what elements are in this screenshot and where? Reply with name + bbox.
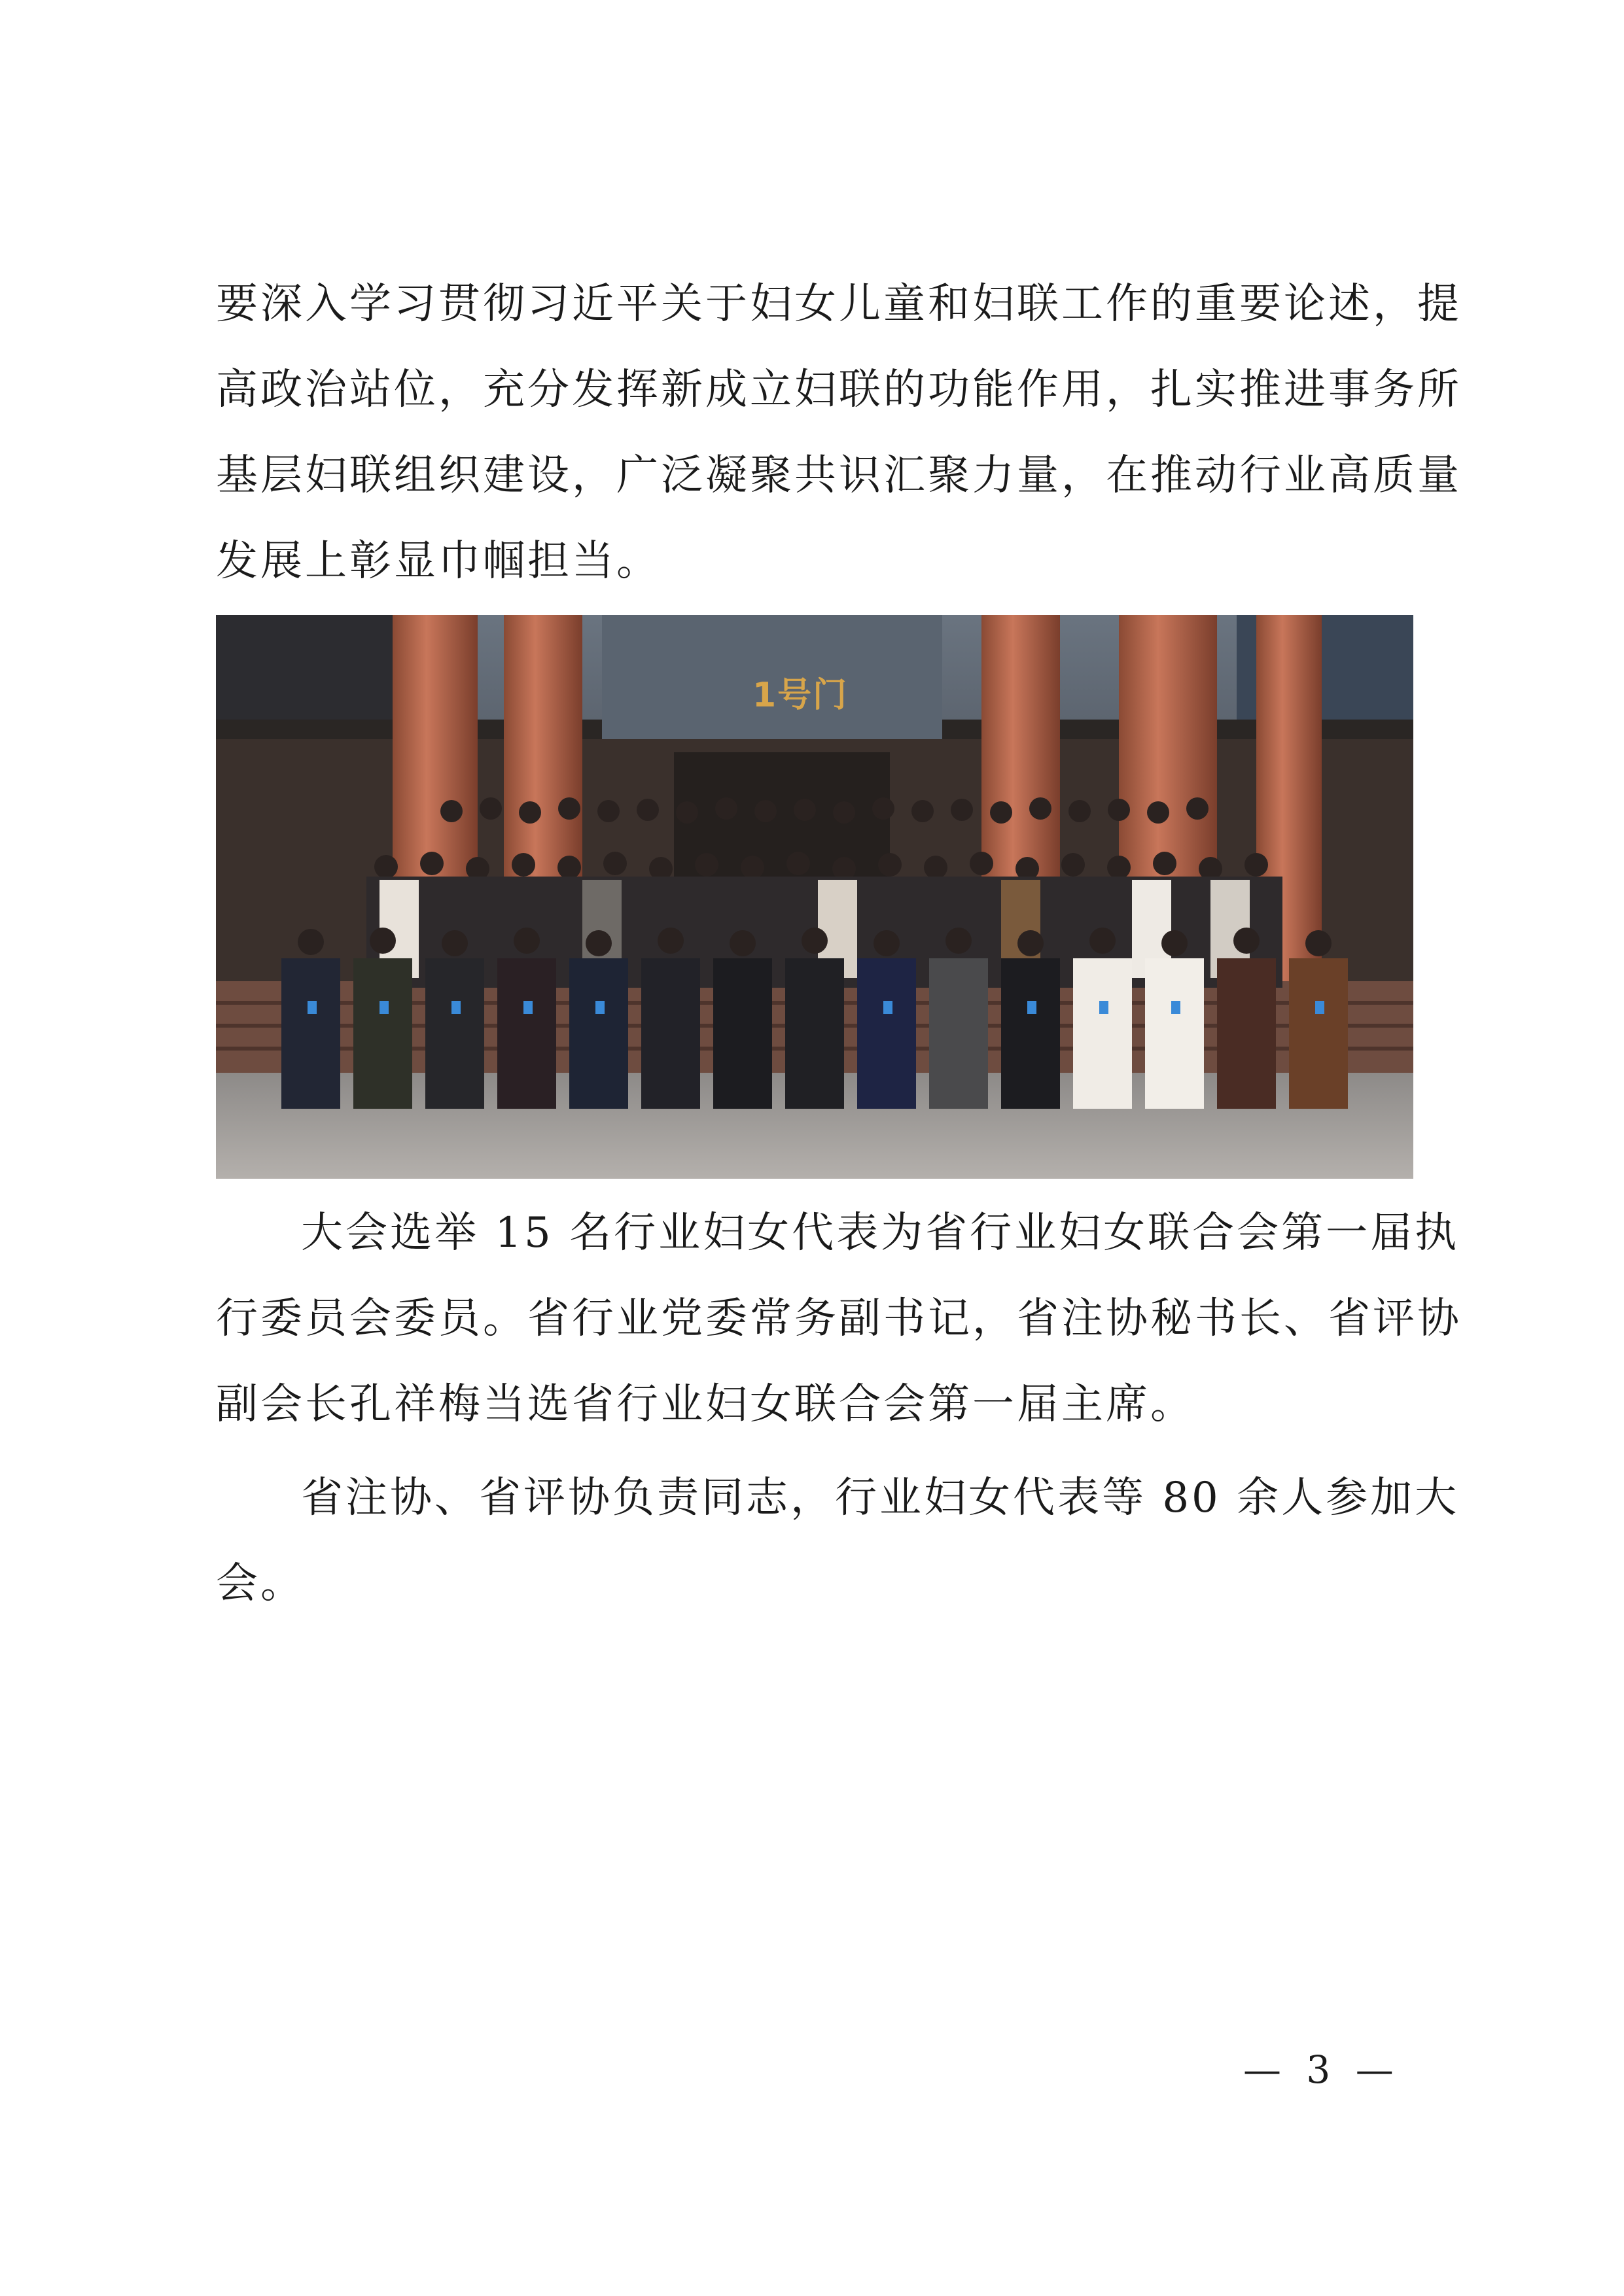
body-paragraph-3 [216,1455,1460,1627]
photo-door-sign: 1号门 [752,676,849,715]
body-paragraph-2 [216,1191,1462,1448]
paragraph-line: 省注协、省评协负责同志，行业妇女代表等 80 余人参加大 [301,1474,1460,1522]
paragraph-line: 大会选举 15 名行业妇女代表为省行业妇女联合会第一届执 [301,1209,1460,1257]
paragraph-line: 会。 [216,1559,305,1608]
paragraph-line: 高政治站位，充分发挥新成立妇联的功能作用，扎实推进事务所 [216,366,1462,414]
paragraph-line: 基层妇联组织建设，广泛凝聚共识汇聚力量，在推动行业高质量 [216,451,1462,500]
body-paragraph-1 [216,262,1462,604]
paragraph-line: 行委员会委员。省行业党委常务副书记，省注协秘书长、省评协 [216,1295,1462,1343]
paragraph-line: 发展上彰显巾帼担当。 [216,537,661,585]
group-photo [216,615,1413,1179]
paragraph-line: 要深入学习贯彻习近平关于妇女儿童和妇联工作的重要论述，提 [216,280,1462,328]
paragraph-line: 副会长孔祥梅当选省行业妇女联合会第一届主席。 [216,1380,1195,1429]
page-number: — 3 — [1243,2047,1400,2092]
